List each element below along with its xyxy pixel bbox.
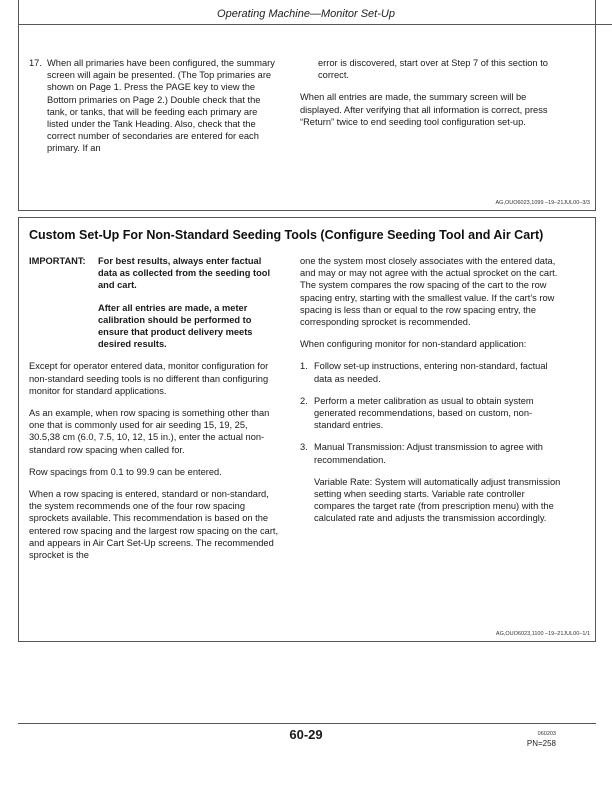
- step-17-number: 17.: [29, 58, 42, 68]
- right-paragraph-2: When configuring monitor for non-standard application:: [300, 339, 527, 350]
- step-17-continued: error is discovered, start over at Step 7 of this section to correct.: [318, 58, 548, 81]
- header-right-rule: [595, 0, 596, 24]
- block2-top-border: [18, 217, 596, 218]
- step-2-number: 2.: [300, 395, 308, 406]
- left-paragraph-1: Except for operator entered data, monitor configuration for non-standard seeding tools is no different than configuring monitor for standard applications.: [29, 361, 269, 396]
- right-paragraph-1: one the system most closely associates with the entered data, and may or may not agree with the actual sprocket on the cart. The system compares the row spacing of the cart to the row spacing entry, starting with the smallest value. If the cart’s row spacing is less than or equal to the row spacing entry, the corresponding sprocket is recommended.: [300, 256, 558, 328]
- block2-right-column: [300, 255, 562, 535]
- block1-ref-code: AG,OUO6023,1099 –19–21JUL00–3/3: [495, 200, 590, 206]
- important-para-1: For best results, always enter factual data as collected from the seeding tool and cart.: [98, 256, 271, 291]
- step-3-text: Manual Transmission: Adjust transmission to agree with recommendation.: [314, 442, 543, 465]
- important-label: IMPORTANT:: [29, 256, 86, 266]
- block2-ref-code: AG,OUO6023,1100 –19–21JUL00–1/1: [495, 631, 590, 637]
- step-17: [29, 57, 281, 155]
- block2-bottom-border: [18, 641, 596, 642]
- running-header: Operating Machine—Monitor Set-Up: [217, 8, 395, 20]
- step-2-text: Perform a meter calibration as usual to obtain system generated recommendations, based on custom, non-standard entries.: [314, 395, 534, 431]
- step-3-number: 3.: [300, 442, 308, 453]
- important-body: [98, 255, 281, 350]
- step-3: [300, 441, 562, 524]
- step-3-extra: Variable Rate: System will automatically adjust transmission setting when seeding starts. Variable rate controller compares the target rate (from prescription menu) with the calculated rate and adjusts the transmission accordingly.: [314, 476, 561, 524]
- left-paragraph-2: As an example, when row spacing is something other than one that is commonly used for air seeding 15, 19, 25, 30.5,38 cm (6.0, 7.5, 10, 12, 15 in.), enter the actual non-standard row spacing when called for.: [29, 408, 270, 455]
- summary-paragraph: When all entries are made, the summary screen will be displayed. After verifying that all information is correct, press “Return” twice to end seeding tool configuration set-up.: [300, 92, 548, 127]
- block2-left-column: [29, 255, 281, 571]
- step-17-text: When all primaries have been configured, the summary screen will again be presented. (The Top primaries are shown on Page 1. Press the PAGE key to view the Bottom primaries on Page 2.) Double check that the tank, or tanks, that will be feeding each primary are listed under the Tank Heading. Also, check that the correct number of secondaries are entered for each primary. If an: [47, 58, 275, 154]
- step-1-number: 1.: [300, 361, 308, 372]
- step-2: [300, 395, 562, 432]
- header-rule: [18, 24, 612, 25]
- footer-pn: PN=258: [526, 739, 556, 748]
- left-paragraph-3: Row spacings from 0.1 to 99.9 can be entered.: [29, 466, 222, 477]
- header-left-rule: [18, 0, 19, 24]
- block2-right-border: [595, 217, 596, 641]
- footer-rule: [18, 723, 596, 724]
- step-1: [300, 360, 562, 384]
- block2-left-border: [18, 217, 19, 641]
- block1-left-column: [29, 57, 281, 165]
- important-para-2: After all entries are made, a meter calibration should be performed to ensure that product delivery meets desired results.: [98, 302, 253, 350]
- page-number: 60-29: [289, 727, 323, 742]
- step-1-text: Follow set-up instructions, entering non-standard, factual data as needed.: [314, 361, 548, 384]
- important-note: [29, 255, 281, 350]
- block1-right-column: [300, 57, 562, 138]
- block1-left-border: [18, 24, 19, 210]
- section-title: Custom Set-Up For Non-Standard Seeding Tools (Configure Seeding Tool and Air Cart): [29, 228, 544, 242]
- left-paragraph-4: When a row spacing is entered, standard or non-standard, the system recommends one of the four row spacing sprockets available. This recommendation is based on the entered row spacing and the largest row spacing on the cart, and appears in Air Cart Set-Up screens. The recommended sprocket is the: [29, 489, 279, 561]
- footer-code: 060203: [537, 731, 556, 737]
- block1-bottom-border: [18, 210, 596, 211]
- block1-right-border: [595, 24, 596, 210]
